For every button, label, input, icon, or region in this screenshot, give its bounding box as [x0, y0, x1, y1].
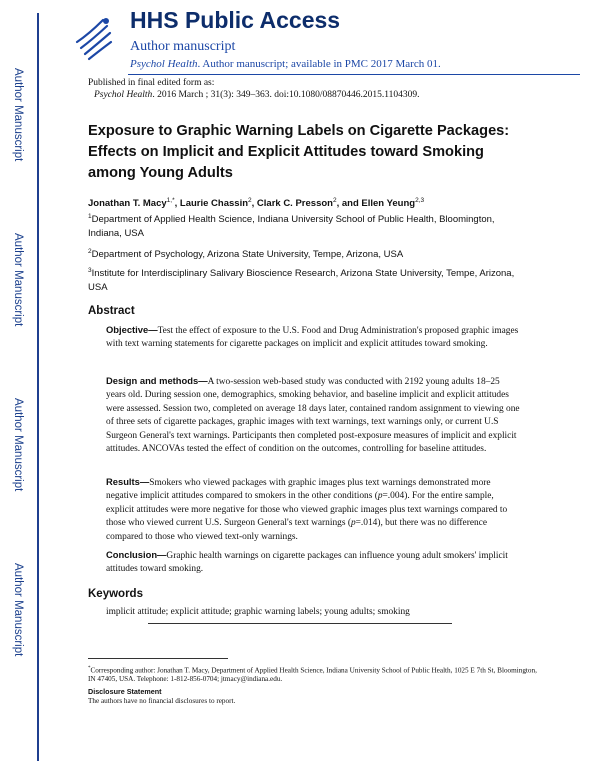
- citation-text: . 2016 March ; 31(3): 349–363. doi:10.1080/08870446.2015.1104309.: [152, 90, 420, 100]
- author-list: Jonathan T. Macy$^{1,*}$, Laurie Chassin$^2$, Clark C. Presson$^2$, and Ellen Yeung$^{2,3}$: [88, 197, 425, 210]
- author-name: Ellen Yeung: [361, 198, 416, 210]
- author-affiliation-mark: 2: [248, 197, 252, 204]
- published-label: Published in final edited form as:: [88, 78, 215, 88]
- footnote-divider: [88, 658, 228, 659]
- journal-name: Psychol Health: [130, 58, 198, 70]
- sidebar-divider: [37, 13, 39, 761]
- conclusion-label: Conclusion—: [106, 549, 167, 560]
- header-subtitle: Author manuscript: [130, 39, 236, 54]
- objective-label: Objective—: [106, 324, 158, 335]
- sidebar-label: Author Manuscript: [12, 233, 24, 327]
- citation-line: [94, 90, 420, 100]
- keywords-text: implicit attitude; explicit attitude; graphic warning labels; young adults; smoking: [106, 607, 410, 617]
- affiliation-3: $^3$Institute for Interdisciplinary Salivary Bioscience Research, Arizona State University, Tempe, Arizona, USA: [88, 267, 515, 294]
- disclosure-heading: Disclosure Statement: [88, 687, 162, 696]
- citation-journal: Psychol Health: [94, 90, 153, 100]
- header-journal-line: [130, 58, 441, 70]
- abstract-heading: Abstract: [88, 305, 135, 317]
- keywords-divider: [148, 623, 452, 624]
- corresponding-author-note: *Corresponding author: Jonathan T. Macy, Department of Applied Health Science, Indiana University School of Public Health, 1025 E 7th St, Bloomington, IN 47405, USA. Telephone: 1-812-856-0704; jtmacy@indiana.edu.: [88, 666, 537, 684]
- design-label: Design and methods—: [106, 375, 208, 386]
- author-name: Laurie Chassin: [179, 198, 249, 210]
- abstract-conclusion: [106, 548, 521, 577]
- abstract-objective: [106, 323, 521, 352]
- hhs-eagle-logo-icon: [73, 12, 115, 62]
- keywords-heading: Keywords: [88, 588, 143, 600]
- author-affiliation-mark: 2,3: [415, 197, 425, 204]
- author-affiliation-mark: 2: [332, 197, 337, 204]
- availability-text: . Author manuscript; available in PMC 2017 March 01.: [197, 58, 441, 70]
- author-name: Jonathan T. Macy: [88, 198, 167, 210]
- conclusion-text: Graphic health warnings on cigarette packages can influence young adult smokers' implicit attitudes toward smoking.: [106, 551, 508, 575]
- results-text: Smokers who viewed packages with graphic images plus text warnings demonstrated more negative implicit attitudes compared to smokers in the other conditions (p=.004). For the entire sample, explicit attitudes were more negative for those who viewed graphic images plus text warnings compared to those who viewed current U.S. Surgeon General's text warnings (p=.014), but there was no difference compared to those who viewed text-only warnings.: [106, 478, 508, 542]
- abstract-results: [106, 475, 521, 544]
- author-name: Clark C. Presson: [256, 198, 333, 210]
- author-affiliation-mark: 1,*: [166, 197, 175, 204]
- sidebar-label: Author Manuscript: [12, 68, 24, 162]
- sidebar-label: Author Manuscript: [12, 563, 24, 657]
- results-label: Results—: [106, 476, 150, 487]
- sidebar-label: Author Manuscript: [12, 398, 24, 492]
- article-title: Exposure to Graphic Warning Labels on Cigarette Packages: Effects on Implicit and Explicit Attitudes toward Smoking among Young Adults: [88, 123, 510, 181]
- affiliation-2: $^2$Department of Psychology, Arizona State University, Tempe, Arizona, USA: [88, 248, 404, 261]
- header-divider: [128, 74, 580, 75]
- affiliation-1: $^1$Department of Applied Health Science, Indiana University School of Public Health, Bloomington, Indiana, USA: [88, 213, 495, 240]
- objective-text: Test the effect of exposure to the U.S. Food and Drug Administration's proposed graphic images with text warning statements for cigarette packages on implicit and explicit attitudes toward smoking.: [106, 326, 519, 350]
- design-text: A two-session web-based study was conducted with 2192 young adults 18–25 years old. During session one, demographics, smoking behavior, and baseline implicit and explicit attitudes were assessed. Session two, completed on average 18 days later, contained random assignment to viewing one of three sets of cigarette packages, graphic images with text warnings, text warnings only, or current U.S Surgeon General's text warnings. Participants then completed post-exposure measures of implicit and explicit attitudes. ANCOVAs tested the effect of condition on the outcomes, controlling for baseline attitudes.: [106, 377, 520, 455]
- header-title: HHS Public Access: [130, 7, 341, 33]
- disclosure-text: The authors have no financial disclosures to report.: [88, 697, 236, 705]
- abstract-design: [106, 374, 521, 456]
